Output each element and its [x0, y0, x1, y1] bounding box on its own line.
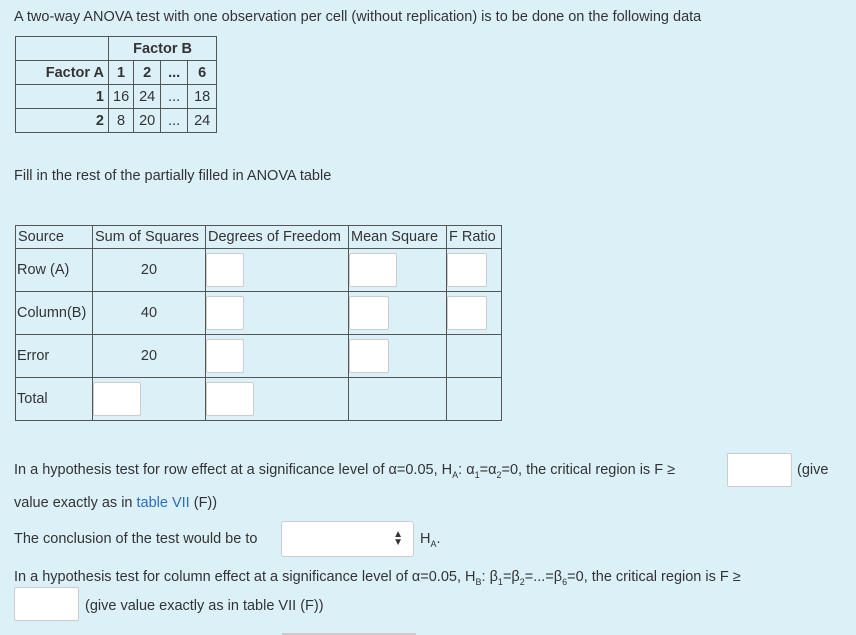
- give-hint: (give: [797, 462, 829, 478]
- data-cell: 16: [109, 85, 134, 109]
- anova-ss: 40: [93, 292, 206, 335]
- column-effect-question: In a hypothesis test for column effect at a significance level of α=0.05, $H_B$: $\beta_1=\beta_2=...=\beta_6=0$, the critical region is F ≥: [14, 569, 741, 587]
- data-cell: 24: [188, 109, 217, 133]
- factor-b-header: Factor B: [109, 37, 217, 61]
- give-hint-2: (give value exactly as in table VII (F)): [85, 598, 324, 614]
- f-column-input[interactable]: [447, 296, 487, 330]
- data-cell: ...: [161, 109, 188, 133]
- ms-column-input[interactable]: [349, 296, 389, 330]
- data-cell: 18: [188, 85, 217, 109]
- f-error-empty: [447, 335, 502, 378]
- col-header: 1: [109, 61, 134, 85]
- ms-total-empty: [349, 378, 447, 421]
- ha-label: $H_A$.: [420, 531, 441, 549]
- intro-text: A two-way ANOVA test with one observation per cell (without replication) is to be done on the following data: [14, 9, 702, 25]
- f-row-input[interactable]: [447, 253, 487, 287]
- ms-row-input[interactable]: [349, 253, 397, 287]
- conclusion-select[interactable]: [281, 521, 414, 557]
- anova-ss: 20: [93, 249, 206, 292]
- data-cell: 20: [134, 109, 161, 133]
- factor-a-header: Factor A: [16, 61, 109, 85]
- df-column-input[interactable]: [206, 296, 244, 330]
- anova-ss: 20: [93, 335, 206, 378]
- col-header: 6: [188, 61, 217, 85]
- data-table: [15, 36, 217, 133]
- f-total-empty: [447, 378, 502, 421]
- col-header: 2: [134, 61, 161, 85]
- row-effect-question: In a hypothesis test for row effect at a significance level of α=0.05, $H_A$: $\alpha_1=\alpha_2=0$, the critical region is F ≥: [14, 462, 676, 480]
- anova-header-df: Degrees of Freedom: [206, 226, 349, 249]
- data-table-corner: [16, 37, 109, 61]
- column-critical-value-input[interactable]: [14, 587, 79, 621]
- anova-source: Total: [16, 378, 93, 421]
- data-cell: 8: [109, 109, 134, 133]
- ss-total-input[interactable]: [93, 382, 141, 416]
- row-effect-question-line2: value exactly as in table VII (F)): [14, 495, 218, 511]
- data-cell: ...: [161, 85, 188, 109]
- ms-error-input[interactable]: [349, 339, 389, 373]
- row-label: 1: [16, 85, 109, 109]
- anova-header-source: Source: [16, 226, 93, 249]
- updown-arrow-icon: ▲ ▼: [393, 529, 403, 548]
- df-total-input[interactable]: [206, 382, 254, 416]
- anova-source: Row (A): [16, 249, 93, 292]
- anova-table: [15, 225, 502, 421]
- table-vii-link[interactable]: table VII: [136, 495, 190, 511]
- df-row-input[interactable]: [206, 253, 244, 287]
- anova-header-ms: Mean Square: [349, 226, 447, 249]
- anova-header-ss: Sum of Squares: [93, 226, 206, 249]
- row-critical-value-input[interactable]: [727, 453, 792, 487]
- col-header: ...: [161, 61, 188, 85]
- conclusion-text: The conclusion of the test would be to: [14, 531, 258, 547]
- df-error-input[interactable]: [206, 339, 244, 373]
- anova-header-f: F Ratio: [447, 226, 502, 249]
- data-cell: 24: [134, 85, 161, 109]
- row-label: 2: [16, 109, 109, 133]
- anova-source: Column(B): [16, 292, 93, 335]
- fill-prompt: Fill in the rest of the partially filled in ANOVA table: [14, 168, 332, 184]
- anova-source: Error: [16, 335, 93, 378]
